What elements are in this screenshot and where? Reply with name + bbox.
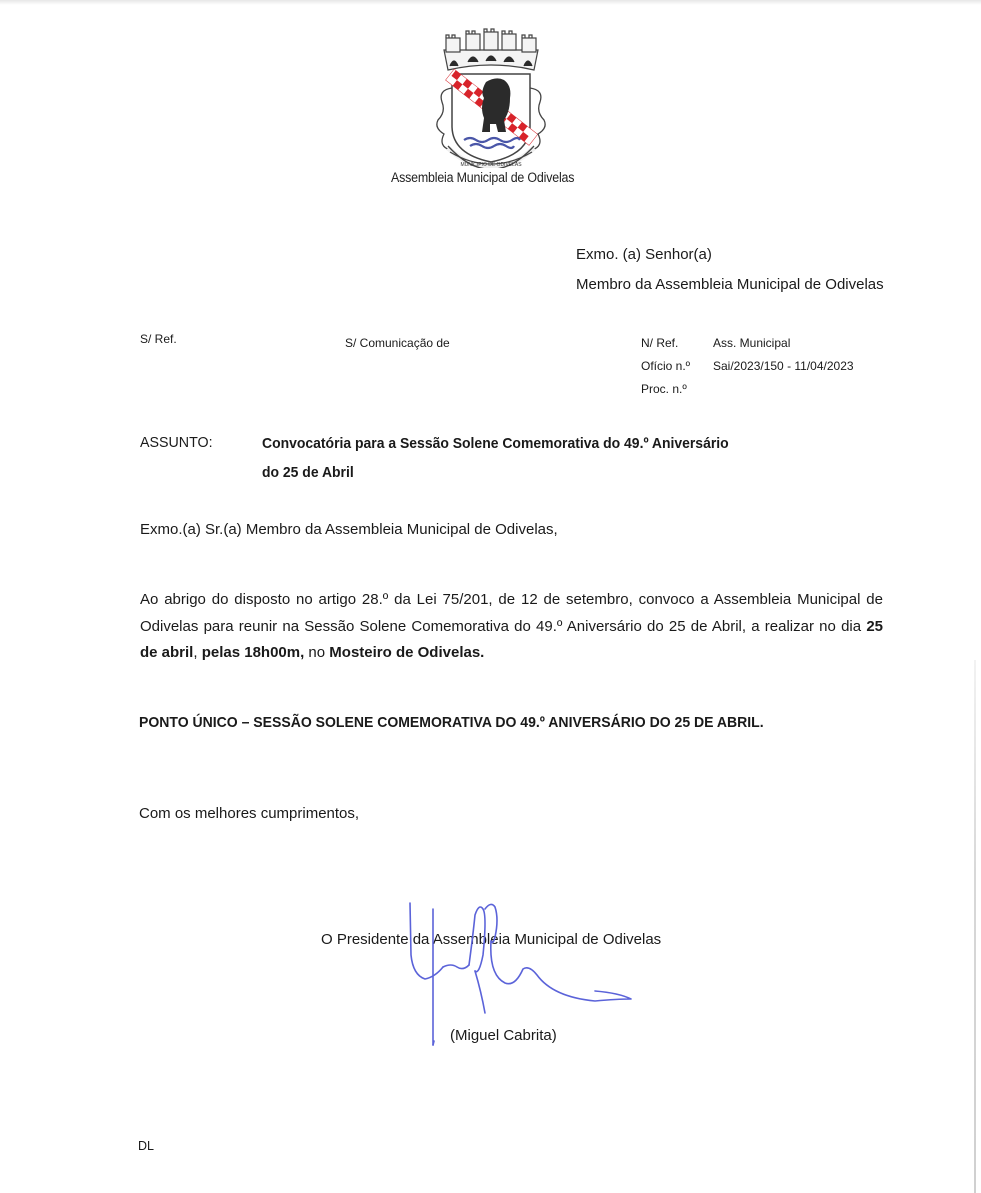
author-initials: DL — [138, 1139, 154, 1153]
n-ref-label: N/ Ref. — [641, 336, 679, 350]
meeting-place: Mosteiro de Odivelas. — [329, 644, 485, 661]
body-separator: no — [304, 644, 330, 661]
s-comunicacao-label: S/ Comunicação de — [345, 336, 450, 350]
agenda-item: PONTO ÚNICO – SESSÃO SOLENE COMEMORATIVA DO 49.º ANIVERSÁRIO DO 25 DE ABRIL. — [139, 714, 764, 731]
greeting: Exmo.(a) Sr.(a) Membro da Assembleia Municipal de Odivelas, — [140, 521, 558, 538]
signatory-title: O Presidente da Assembleia Municipal de Odivelas — [321, 931, 662, 948]
body-paragraph — [140, 587, 883, 667]
body-separator: , — [193, 644, 202, 661]
subject-label: ASSUNTO: — [140, 434, 213, 451]
n-ref-value: Ass. Municipal — [713, 336, 791, 350]
signatory-name: (Miguel Cabrita) — [450, 1027, 557, 1044]
subject-line-2: do 25 de Abril — [262, 464, 354, 481]
subject-line-1: Convocatória para a Sessão Solene Comemorativa do 49.º Aniversário — [262, 435, 729, 452]
oficio-label: Ofício n.º — [641, 359, 691, 373]
recipient-description: Membro da Assembleia Municipal de Odivelas — [576, 276, 884, 293]
crest-caption: MUNICIPIO DE ODIVELAS — [460, 162, 522, 168]
recipient-salutation: Exmo. (a) Senhor(a) — [576, 246, 712, 263]
body-text: Ao abrigo do disposto no artigo 28.º da Lei 75/201, de 12 de setembro, convoco a Assembleia Municipal de Odivelas para reunir na Sessão Solene Comemorativa do 49.º Aniversário do 25 de Abril, a realizar no dia — [140, 591, 883, 635]
mural-crown-icon — [444, 29, 538, 70]
coat-of-arms-logo — [430, 28, 552, 168]
meeting-date: 25 de abril — [140, 617, 883, 661]
page-right-edge — [974, 660, 976, 1193]
proc-label: Proc. n.º — [641, 382, 687, 396]
meeting-time: pelas 18h00m, — [201, 644, 305, 661]
closing-remark: Com os melhores cumprimentos, — [139, 805, 360, 822]
organization-name: Assembleia Municipal de Odivelas — [391, 170, 575, 185]
page-top-edge — [0, 0, 981, 5]
subject-text — [262, 429, 801, 487]
s-ref-label: S/ Ref. — [140, 332, 177, 346]
oficio-value: Sai/2023/150 - 11/04/2023 — [713, 359, 854, 373]
